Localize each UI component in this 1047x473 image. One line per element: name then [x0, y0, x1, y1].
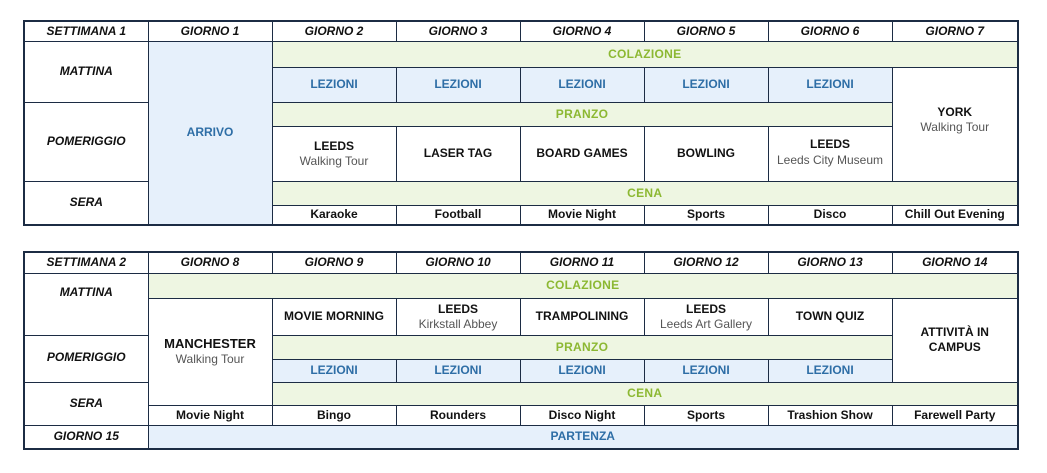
evening-activity: Rounders — [396, 405, 520, 425]
day-header: GIORNO 1 — [148, 21, 272, 41]
cena-banner: CENA — [272, 181, 1018, 205]
week2-schedule-table — [23, 251, 1019, 450]
day-header: GIORNO 14 — [892, 252, 1018, 273]
activity-title: LEEDS — [437, 301, 478, 316]
departure-banner: PARTENZA — [148, 425, 1018, 449]
row-label-pomeriggio: POMERIGGIO — [24, 102, 148, 181]
day-header: GIORNO 4 — [520, 21, 644, 41]
activity-title: BOWLING — [677, 146, 735, 160]
lesson-cell: LEZIONI — [396, 359, 520, 382]
day-header: GIORNO 6 — [768, 21, 892, 41]
week2-label: SETTIMANA 2 — [24, 252, 148, 273]
lesson-cell: LEZIONI — [768, 67, 892, 102]
activity-subtitle: Kirkstall Abbey — [418, 316, 498, 331]
lesson-cell: LEZIONI — [396, 67, 520, 102]
evening-activity: Movie Night — [148, 405, 272, 425]
week1-schedule-table — [23, 20, 1019, 226]
afternoon-activity — [768, 126, 892, 181]
row-label-mattina: MATTINA — [24, 41, 148, 102]
final-day-label: GIORNO 15 — [24, 425, 148, 449]
evening-activity: Movie Night — [520, 205, 644, 225]
cena-banner: CENA — [272, 382, 1018, 405]
activity-title: TRAMPOLINING — [535, 309, 629, 323]
evening-activity: Chill Out Evening — [892, 205, 1018, 225]
activity-title: BOARD GAMES — [536, 146, 628, 160]
week1-label: SETTIMANA 1 — [24, 21, 148, 41]
afternoon-activity — [272, 126, 396, 181]
day-header: GIORNO 5 — [644, 21, 768, 41]
morning-activity — [272, 298, 396, 335]
lesson-cell: LEZIONI — [520, 359, 644, 382]
evening-activity: Disco — [768, 205, 892, 225]
evening-activity: Bingo — [272, 405, 396, 425]
row-label-sera: SERA — [24, 382, 148, 425]
afternoon-activity — [520, 126, 644, 181]
evening-activity: Football — [396, 205, 520, 225]
morning-activity — [520, 298, 644, 335]
activity-title: MOVIE MORNING — [283, 309, 384, 323]
lesson-cell: LEZIONI — [768, 359, 892, 382]
day-header: GIORNO 12 — [644, 252, 768, 273]
evening-activity: Sports — [644, 405, 768, 425]
lesson-cell: LEZIONI — [520, 67, 644, 102]
colazione-banner: COLAZIONE — [272, 41, 1018, 67]
activity-title: YORK — [937, 105, 973, 119]
morning-activity — [396, 298, 520, 335]
evening-activity: Farewell Party — [892, 405, 1018, 425]
evening-activity: Trashion Show — [768, 405, 892, 425]
activity-subtitle: Leeds City Museum — [776, 153, 884, 168]
activity-title: LASER TAG — [423, 146, 493, 160]
day-header: GIORNO 11 — [520, 252, 644, 273]
evening-activity: Karaoke — [272, 205, 396, 225]
activity-title: MANCHESTER — [164, 335, 256, 351]
york-cell — [892, 67, 1018, 181]
day-header: GIORNO 3 — [396, 21, 520, 41]
activity-title: LEEDS — [313, 138, 354, 153]
lesson-cell: LEZIONI — [644, 359, 768, 382]
colazione-banner: COLAZIONE — [148, 273, 1018, 298]
activity-subtitle: Walking Tour — [299, 153, 369, 168]
morning-activity — [768, 298, 892, 335]
afternoon-activity — [396, 126, 520, 181]
lesson-cell: LEZIONI — [272, 67, 396, 102]
row-label-mattina: MATTINA — [24, 273, 148, 335]
pranzo-banner: PRANZO — [272, 335, 892, 359]
day-header: GIORNO 2 — [272, 21, 396, 41]
activity-subtitle: Walking Tour — [175, 352, 245, 367]
arrival-cell: ARRIVO — [148, 41, 272, 225]
lesson-cell: LEZIONI — [272, 359, 396, 382]
campus-activities-cell: ATTIVITÀ IN CAMPUS — [892, 298, 1018, 382]
afternoon-activity — [644, 126, 768, 181]
day-header: GIORNO 13 — [768, 252, 892, 273]
evening-activity: Sports — [644, 205, 768, 225]
activity-title: TOWN QUIZ — [795, 309, 865, 323]
activity-title: LEEDS — [685, 301, 726, 316]
row-label-pomeriggio: POMERIGGIO — [24, 335, 148, 382]
activity-title: LEEDS — [809, 137, 850, 152]
manchester-cell — [148, 298, 272, 405]
day-header: GIORNO 10 — [396, 252, 520, 273]
day-header: GIORNO 8 — [148, 252, 272, 273]
evening-activity: Disco Night — [520, 405, 644, 425]
morning-activity — [644, 298, 768, 335]
activity-subtitle: Leeds Art Gallery — [659, 316, 753, 331]
day-header: GIORNO 7 — [892, 21, 1018, 41]
day-header: GIORNO 9 — [272, 252, 396, 273]
row-label-sera: SERA — [24, 181, 148, 225]
activity-subtitle: Walking Tour — [920, 120, 990, 134]
lesson-cell: LEZIONI — [644, 67, 768, 102]
pranzo-banner: PRANZO — [272, 102, 892, 126]
